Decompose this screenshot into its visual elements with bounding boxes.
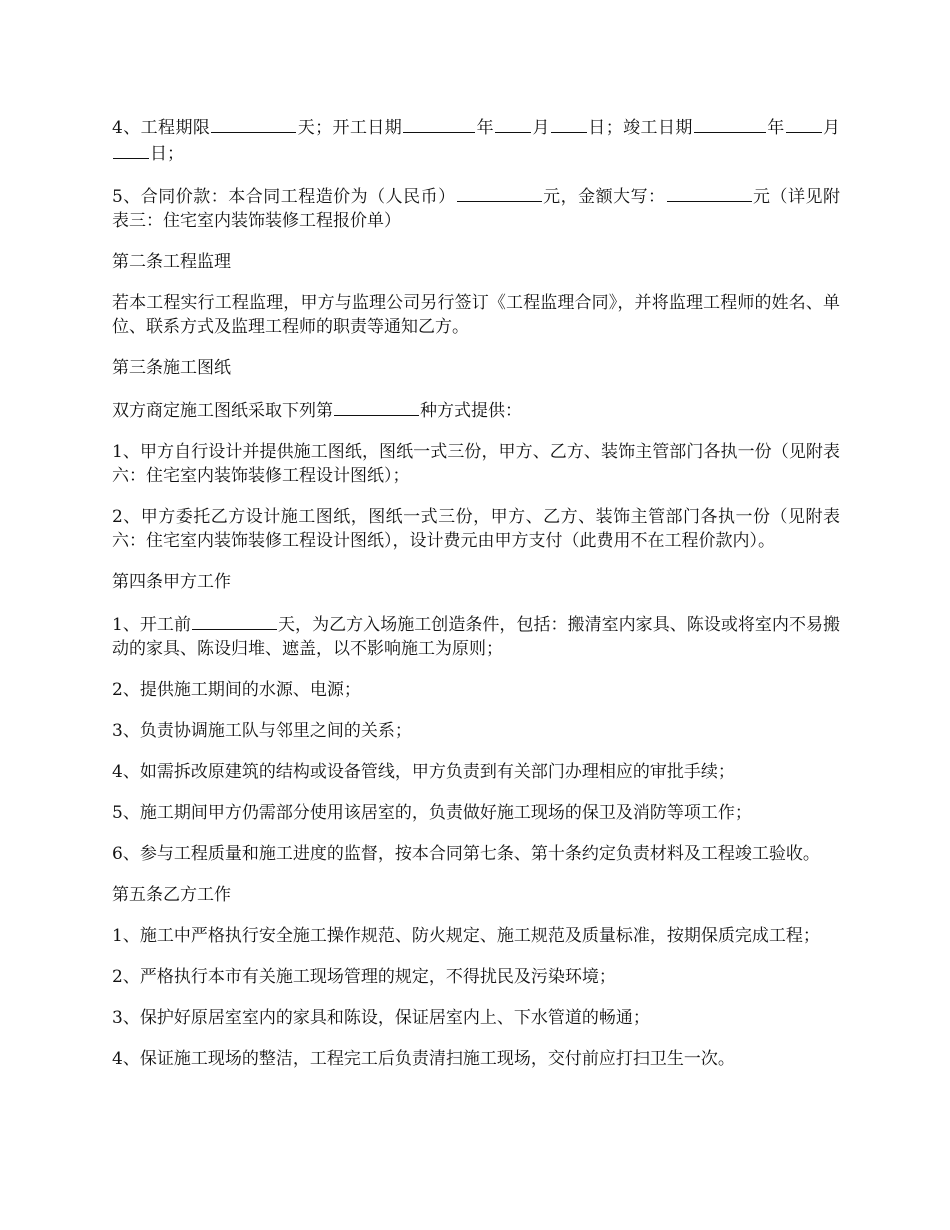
party-b-duty-3: 3、保护好原居室室内的家具和陈设，保证居室内上、下水管道的畅通； <box>112 1008 650 1028</box>
price-words-blank[interactable] <box>667 183 752 202</box>
drawing-option-2: 2、甲方委托乙方设计施工图纸，图纸一式三份，甲方、乙方、装饰主管部门各执一份（见附表六：住宅室内装饰装修工程设计图纸），设计费元由甲方支付（此费用不在工程价款内）。 <box>112 507 840 551</box>
contract-page <box>112 114 840 1088</box>
end-year-blank[interactable] <box>694 114 766 133</box>
end-day-blank[interactable] <box>113 140 149 159</box>
party-a-duty-2: 2、提供施工期间的水源、电源； <box>112 680 361 700</box>
drawing-option-1: 1、甲方自行设计并提供施工图纸，图纸一式三份，甲方、乙方、装饰主管部门各执一份（见附表六：住宅室内装饰装修工程设计图纸）； <box>112 442 840 486</box>
party-b-duty-4: 4、保证施工现场的整洁，工程完工后负责清扫施工现场，交付前应打扫卫生一次。 <box>112 1049 735 1069</box>
start-year-blank[interactable] <box>403 114 475 133</box>
drawing-method-suffix: 种方式提供： <box>420 401 522 421</box>
pre-start-days-blank[interactable] <box>192 611 277 630</box>
end-date-label: 日；竣工日期 <box>587 118 693 138</box>
start-date-label: 天；开工日期 <box>297 118 403 138</box>
drawing-method <box>112 397 840 423</box>
start-month-label: 月 <box>532 118 550 138</box>
party-a-duty-4: 4、如需拆改原建筑的结构或设备管线，甲方负责到有关部门办理相应的审批手续； <box>112 762 735 782</box>
end-month-blank[interactable] <box>786 114 822 133</box>
party-a-duty-3: 3、负责协调施工队与邻里之间的关系； <box>112 721 412 741</box>
heading-article-4: 第四条甲方工作 <box>112 572 231 592</box>
heading-article-2: 第二条工程监理 <box>112 252 231 272</box>
party-a-duty-5: 5、施工期间甲方仍需部分使用该居室的，负责做好施工现场的保卫及消防等项工作； <box>112 803 752 823</box>
party-b-duty-2: 2、严格执行本市有关施工现场管理的规定，不得扰民及污染环境； <box>112 967 616 987</box>
start-day-blank[interactable] <box>551 114 587 133</box>
party-b-duty-1: 1、施工中严格执行安全施工操作规范、防火规定、施工规范及质量标准，按期保质完成工程； <box>112 926 820 946</box>
start-year-label: 年 <box>476 118 495 138</box>
clause-price <box>112 183 840 233</box>
start-month-blank[interactable] <box>495 114 531 133</box>
drawing-method-blank[interactable] <box>334 397 419 416</box>
end-month-label: 月 <box>822 118 841 138</box>
end-day-label: 日； <box>150 144 184 164</box>
price-reference: 元（详见附表三：住宅室内装饰装修工程报价单） <box>112 187 840 231</box>
price-amount-blank[interactable] <box>457 183 542 202</box>
clause-duration <box>112 114 840 166</box>
supervision-text: 若本工程实行工程监理，甲方与监理公司另行签订《工程监理合同》，并将监理工程师的姓名、单位、联系方式及监理工程师的职责等通知乙方。 <box>112 293 840 337</box>
pre-start-text: 天，为乙方入场施工创造条件，包括：搬清室内家具、陈设或将室内不易搬动的家具、陈设归堆、遮盖，以不影响施工为原则； <box>112 615 841 659</box>
end-year-label: 年 <box>766 118 785 138</box>
duration-label: 4、工程期限 <box>112 118 211 138</box>
heading-article-5: 第五条乙方工作 <box>112 885 231 905</box>
price-label: 5、合同价款：本合同工程造价为（人民币） <box>112 187 456 207</box>
party-a-duty-1 <box>112 611 840 661</box>
duration-days-blank[interactable] <box>211 114 296 133</box>
price-words-label: 元，金额大写： <box>542 187 666 207</box>
pre-start-label: 1、开工前 <box>112 615 191 635</box>
drawing-method-label: 双方商定施工图纸采取下列第 <box>112 401 333 421</box>
heading-article-3: 第三条施工图纸 <box>112 358 231 378</box>
party-a-duty-6: 6、参与工程质量和施工进度的监督，按本合同第七条、第十条约定负责材料及工程竣工验收。 <box>112 844 820 864</box>
